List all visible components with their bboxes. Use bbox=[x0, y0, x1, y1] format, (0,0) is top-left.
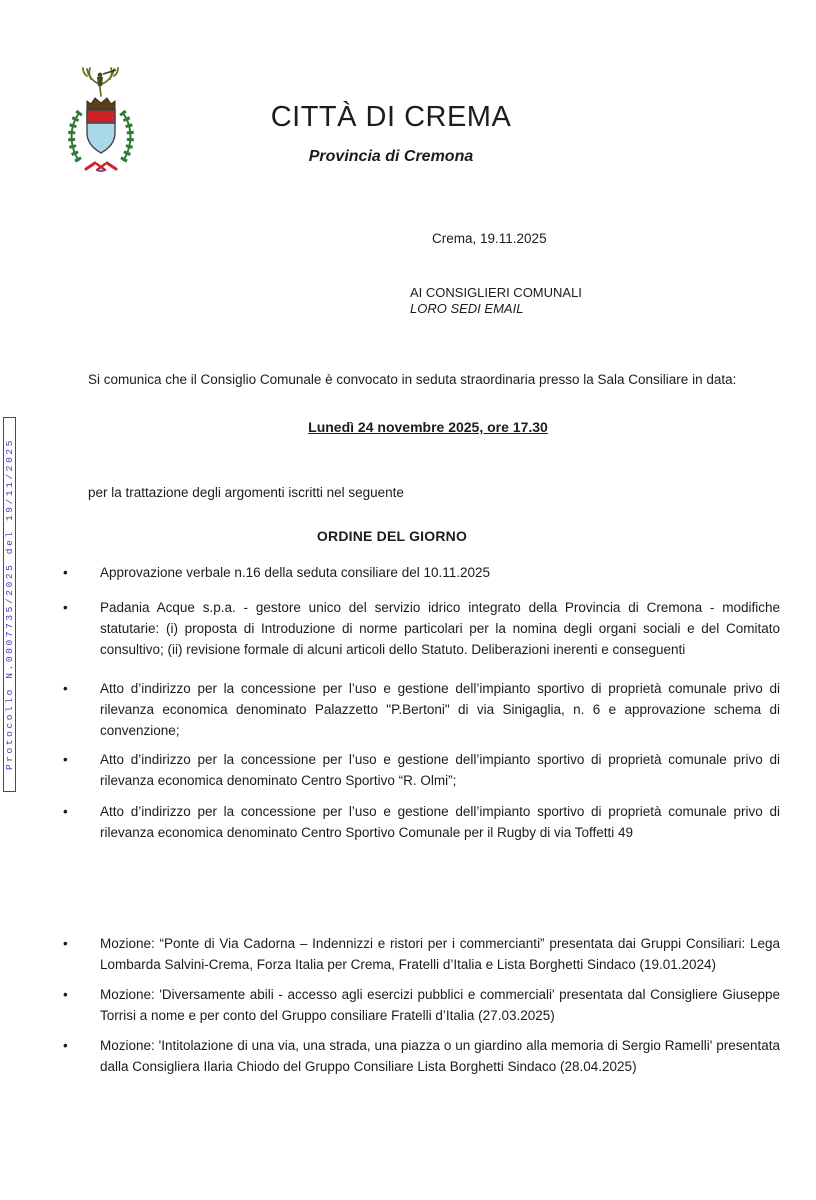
masthead bbox=[216, 100, 566, 166]
treatment-line: per la trattazione degli argomenti iscritti nel seguente bbox=[88, 485, 404, 500]
addressee-line1: AI CONSIGLIERI COMUNALI bbox=[410, 285, 582, 300]
agenda-item: • Mozione: 'Intitolazione di una via, una strada, una piazza o un giardino alla memoria di Sergio Ramelli' presentata dalla Consigliera Ilaria Chiodo del Gruppo Consiliare Lista Borghetti Sindaco (28.04.2025) bbox=[36, 1035, 780, 1077]
crema-coat-of-arms-icon bbox=[64, 66, 138, 172]
protocol-stamp-text: Protocollo N.0007735/2025 del 19/11/2025 bbox=[4, 438, 15, 771]
date-line: Crema, 19.11.2025 bbox=[432, 231, 547, 246]
agenda-list bbox=[36, 562, 780, 1077]
session-datetime: Lunedì 24 novembre 2025, ore 17.30 bbox=[308, 419, 548, 435]
agenda-item: • Approvazione verbale n.16 della seduta consiliare del 10.11.2025 bbox=[36, 562, 780, 583]
protocol-stamp bbox=[3, 417, 16, 792]
agenda-title: ORDINE DEL GIORNO bbox=[316, 528, 468, 544]
agenda-item: • Mozione: “Ponte di Via Cadorna – Indennizzi e ristori per i commercianti” presentata dai Gruppi Consiliari: Lega Lombarda Salvini-Crema, Forza Italia per Crema, Fratelli d’Italia e Lista Borghetti Sindaco (19.01.2024) bbox=[36, 933, 780, 975]
agenda-item: • Atto d’indirizzo per la concessione per l’uso e gestione dell’impianto sportivo di proprietà comunale privo di rilevanza economica denominato Centro Sportivo “R. Olmi”; bbox=[36, 749, 780, 791]
addressee-line2: LORO SEDI EMAIL bbox=[410, 300, 524, 316]
agenda-item: • Atto d’indirizzo per la concessione per l’uso e gestione dell’impianto sportivo di proprietà comunale privo di rilevanza economica denominato Centro Sportivo Comunale per il Rugby di via Toffetti 49 bbox=[36, 801, 780, 843]
agenda-item: • Atto d’indirizzo per la concessione per l’uso e gestione dell’impianto sportivo di proprietà comunale privo di rilevanza economica denominato Palazzetto "P.Bertoni" di via Sinigaglia, n. 6 e approvazione schema di convenzione; bbox=[36, 678, 780, 741]
agenda-item: • Mozione: 'Diversamente abili - accesso agli esercizi pubblici e commerciali' presentata dal Consigliere Giuseppe Torrisi a nome e per conto del Gruppo consiliare Fratelli d’Italia (27.03.2025) bbox=[36, 984, 780, 1026]
agenda-item: • Padania Acque s.p.a. - gestore unico del servizio idrico integrato della Provincia di Cremona - modifiche statutarie: (i) proposta di Introduzione di norme particolari per la nomina degli organi sociali e del Comitato consultivo; (ii) revisione formale di alcuni articoli dello Statuto. Deliberazioni inerenti e conseguenti bbox=[36, 597, 780, 660]
province-subtitle: Provincia di Cremona bbox=[308, 148, 474, 165]
addressee-block bbox=[410, 285, 582, 316]
page-title: CITTÀ DI CREMA bbox=[270, 101, 512, 133]
intro-paragraph: Si comunica che il Consiglio Comunale è convocato in seduta straordinaria presso la Sala Consiliare in data: bbox=[88, 371, 737, 387]
